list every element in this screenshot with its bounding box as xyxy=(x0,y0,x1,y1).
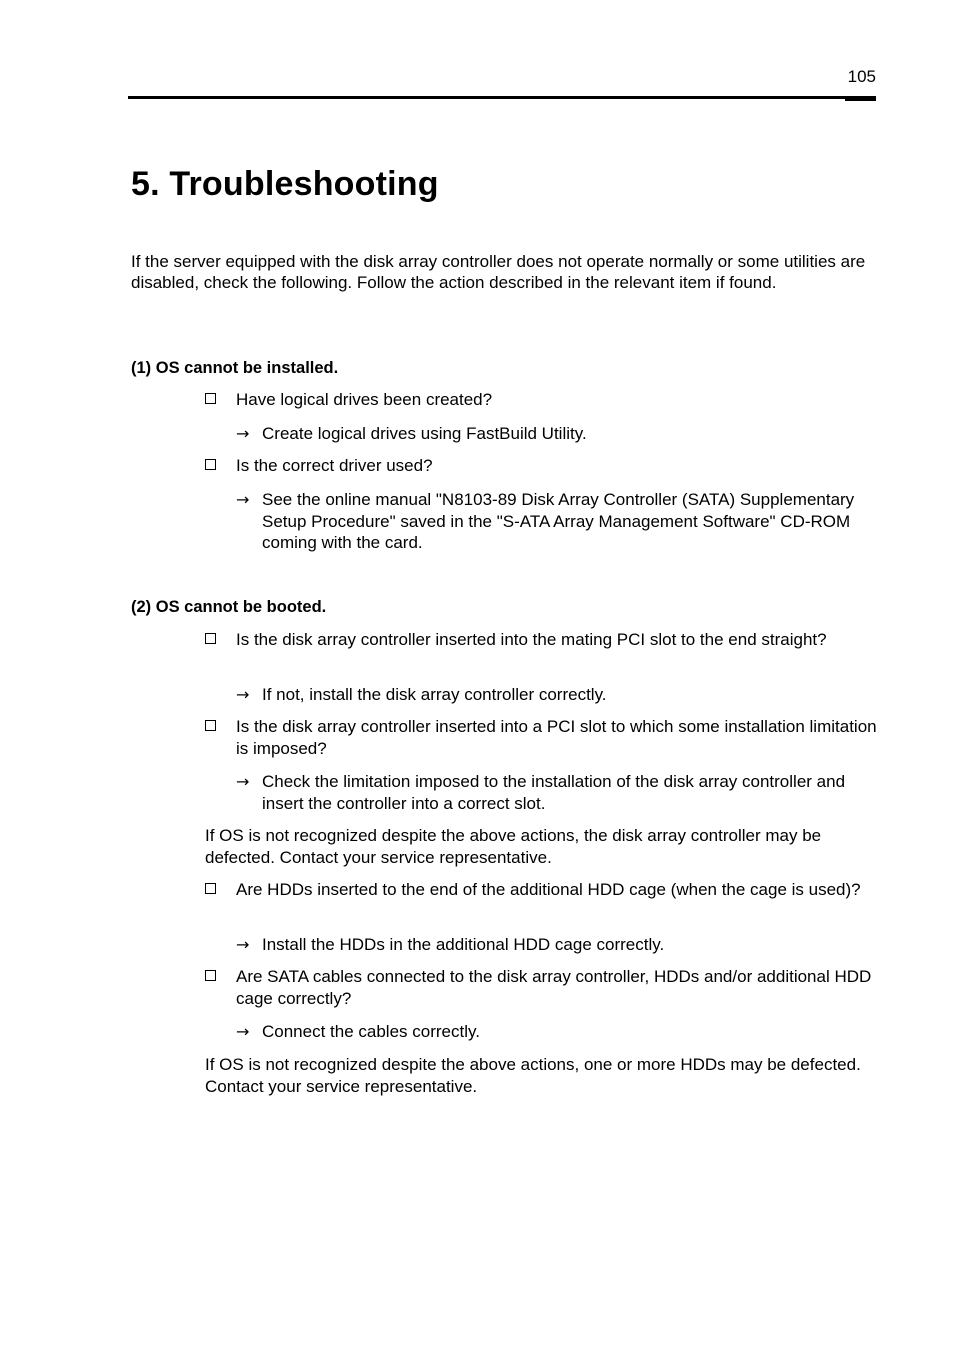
header-rule-tab xyxy=(845,99,876,101)
check-item xyxy=(205,966,877,1009)
checkbox-icon xyxy=(205,459,216,470)
action-text: If not, install the disk array controller correctly. xyxy=(262,685,607,704)
arrow-icon: → xyxy=(236,685,250,704)
check-item xyxy=(205,716,877,759)
check-item-text: Is the disk array controller inserted into the mating PCI slot to the end straight? xyxy=(236,630,827,649)
action-text: Connect the cables correctly. xyxy=(262,1022,480,1041)
action-text: Create logical drives using FastBuild Utility. xyxy=(262,424,587,443)
arrow-icon: → xyxy=(236,490,250,509)
check-item-text: Is the disk array controller inserted into a PCI slot to which some installation limitation is imposed? xyxy=(236,717,877,758)
check-item-text: Have logical drives been created? xyxy=(236,390,493,409)
action-item xyxy=(236,934,877,956)
arrow-icon: → xyxy=(236,1022,250,1041)
arrow-icon: → xyxy=(236,935,250,954)
section-heading: (1) OS cannot be installed. xyxy=(131,359,339,377)
chapter-title: 5. Troubleshooting xyxy=(131,165,439,203)
section-heading: (2) OS cannot be booted. xyxy=(131,598,327,616)
note-paragraph: If OS is not recognized despite the above actions, the disk array controller may be defected. Contact your service representative. xyxy=(205,826,822,867)
checkbox-icon xyxy=(205,720,216,731)
action-text: Install the HDDs in the additional HDD cage correctly. xyxy=(262,935,665,954)
page-number: 105 xyxy=(847,67,876,86)
action-item xyxy=(236,684,877,706)
arrow-icon: → xyxy=(236,772,250,791)
header-rule xyxy=(128,96,876,99)
note-paragraph: If OS is not recognized despite the above actions, one or more HDDs may be defected. Contact your service representative. xyxy=(205,1055,861,1096)
check-item xyxy=(205,389,877,411)
checkbox-icon xyxy=(205,633,216,644)
checkbox-icon xyxy=(205,883,216,894)
checkbox-icon xyxy=(205,970,216,981)
action-item xyxy=(236,1021,877,1043)
action-item xyxy=(236,489,877,554)
action-text: Check the limitation imposed to the installation of the disk array controller and insert the controller into a correct slot. xyxy=(262,772,846,813)
intro-paragraph: If the server equipped with the disk array controller does not operate normally or some utilities are disabled, check the following. Follow the action described in the relevant item if found. xyxy=(131,252,866,292)
action-text: See the online manual "N8103-89 Disk Array Controller (SATA) Supplementary Setup Procedure" saved in the "S-ATA Array Management Software" CD-ROM coming with the card. xyxy=(262,490,855,552)
action-item xyxy=(236,423,877,445)
check-item xyxy=(205,455,877,477)
action-item xyxy=(236,771,877,814)
check-item-text: Is the correct driver used? xyxy=(236,456,433,475)
check-item xyxy=(205,629,877,651)
checkbox-icon xyxy=(205,393,216,404)
check-item-text: Are SATA cables connected to the disk array controller, HDDs and/or additional HDD cage correctly? xyxy=(236,967,872,1008)
arrow-icon: → xyxy=(236,424,250,443)
check-item xyxy=(205,879,877,901)
check-item-text: Are HDDs inserted to the end of the additional HDD cage (when the cage is used)? xyxy=(236,880,861,899)
